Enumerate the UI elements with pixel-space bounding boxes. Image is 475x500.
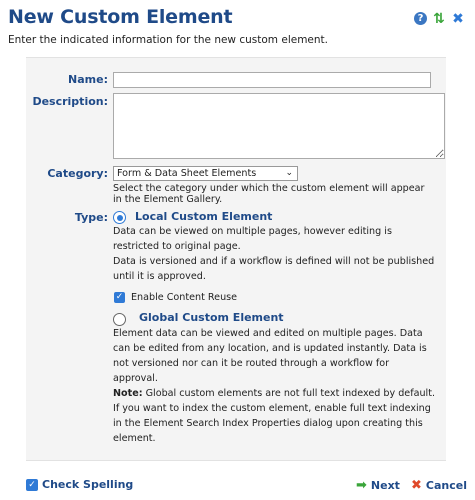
local-desc-line: restricted to original page.: [113, 241, 241, 252]
global-desc-line: not versioned nor can it be routed through a workflow for: [113, 358, 390, 369]
page-subtitle: Enter the indicated information for the new custom element.: [8, 34, 328, 46]
refresh-icon[interactable]: ⇅: [433, 11, 445, 27]
category-help-line-1: Select the category under which the custom element will appear: [113, 183, 425, 194]
local-desc-line: Data can be viewed on multiple pages, however editing is: [113, 226, 392, 237]
check-spelling-label[interactable]: Check Spelling: [42, 478, 134, 491]
global-note-line: in the Element Search Index Properties dialog upon creating this: [113, 418, 423, 429]
local-desc-line: until it is approved.: [113, 271, 206, 282]
local-element-label[interactable]: Local Custom Element: [135, 210, 273, 223]
type-label: Type:: [74, 211, 108, 224]
cancel-button-label: Cancel: [425, 479, 467, 492]
next-button[interactable]: [356, 478, 400, 493]
enable-content-reuse-label[interactable]: Enable Content Reuse: [131, 292, 238, 303]
arrow-right-icon: ➡: [356, 478, 367, 493]
next-button-label: Next: [370, 479, 400, 492]
header-actions: [414, 12, 465, 26]
chevron-down-icon: ⌄: [285, 168, 293, 178]
description-textarea[interactable]: [113, 93, 445, 159]
name-label: Name:: [68, 73, 108, 86]
global-desc-line: Element data can be viewed and edited on multiple pages. Data: [113, 328, 423, 339]
category-help-line-2: in the Element Gallery.: [113, 194, 223, 205]
note-bold-label: Note:: [113, 388, 143, 399]
global-element-radio[interactable]: [113, 313, 126, 326]
close-icon[interactable]: ✖: [452, 11, 464, 27]
note-text: Global custom elements are not full text indexed by default.: [142, 388, 436, 399]
x-icon: ✖: [411, 478, 422, 493]
global-desc-line: approval.: [113, 373, 158, 384]
check-spelling-checkbox[interactable]: ✓: [26, 479, 38, 491]
name-input[interactable]: [113, 72, 431, 88]
global-note-line: If you want to index the custom element, enable full text indexing: [113, 403, 431, 414]
local-desc-line: Data is versioned and if a workflow is defined will not be published: [113, 256, 435, 267]
cancel-button[interactable]: [411, 478, 467, 493]
local-element-radio[interactable]: [113, 211, 126, 224]
enable-content-reuse-checkbox[interactable]: ✓: [115, 292, 124, 302]
category-label: Category:: [47, 167, 108, 180]
global-desc-line: can be edited from any location, and is updated instantly. Data is: [113, 343, 427, 354]
page-title: New Custom Element: [8, 6, 233, 28]
global-note-line: [113, 386, 435, 401]
category-selected-value: Form & Data Sheet Elements: [117, 168, 257, 179]
global-note-line: element.: [113, 433, 156, 444]
category-select[interactable]: [113, 166, 298, 181]
description-label: Description:: [32, 95, 108, 108]
help-icon[interactable]: ?: [414, 12, 427, 25]
global-element-label[interactable]: Global Custom Element: [139, 311, 284, 324]
